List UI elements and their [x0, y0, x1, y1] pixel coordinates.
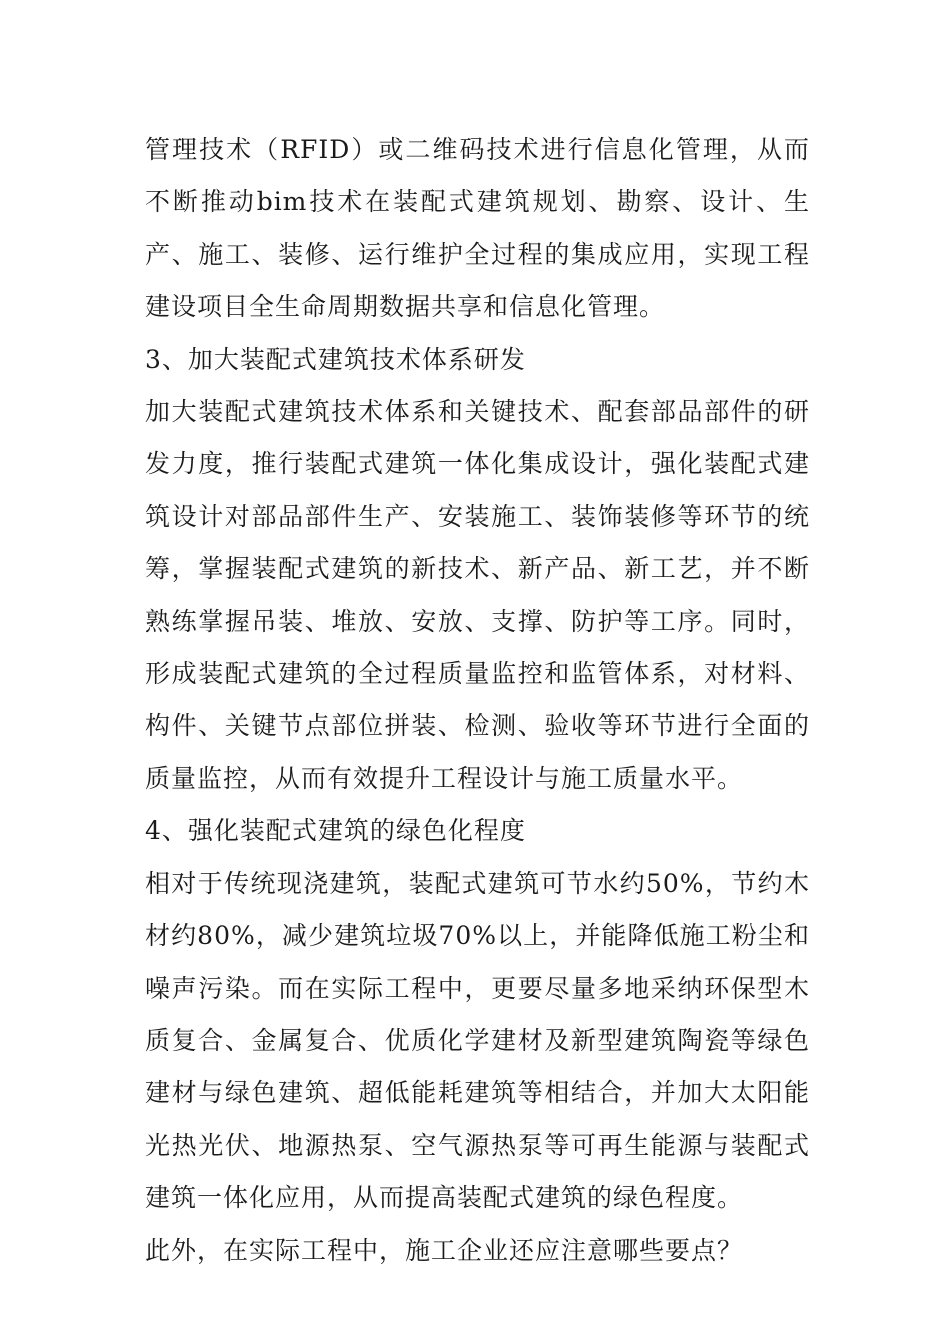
heading-section-4: 4、强化装配式建筑的绿色化程度: [145, 816, 526, 846]
heading-section-3: 3、加大装配式建筑技术体系研发: [145, 344, 526, 374]
document-page: [145, 124, 810, 1277]
paragraph-rfid-bim: 管理技术（RFID）或二维码技术进行信息化管理，从而不断推动bim技术在装配式建筑规划、勘察、设计、生产、施工、装修、运行维护全过程的集成应用，实现工程建设项目全生命周期数据共享和信息化管理。: [145, 135, 810, 322]
paragraph-green-building: 相对于传统现浇建筑，装配式建筑可节水约50%，节约木材约80%，减少建筑垃圾70%以上，并能降低施工粉尘和噪声污染。而在实际工程中，更要尽量多地采纳环保型木质复合、金属复合、优质化学建材及新型建筑陶瓷等绿色建材与绿色建筑、超低能耗建筑等相结合，并加大太阳能光热光伏、地源热泵、空气源热泵等可再生能源与装配式建筑一体化应用，从而提高装配式建筑的绿色程度。: [145, 868, 810, 1213]
paragraph-technology-research: 加大装配式建筑技术体系和关键技术、配套部品部件的研发力度，推行装配式建筑一体化集成设计，强化装配式建筑设计对部品部件生产、安装施工、装饰装修等环节的统筹，掌握装配式建筑的新技术、新产品、新工艺，并不断熟练掌握吊装、堆放、安放、支撑、防护等工序。同时，形成装配式建筑的全过程质量监控和监管体系，对材料、构件、关键节点部位拼装、检测、验收等环节进行全面的质量监控，从而有效提升工程设计与施工质量水平。: [145, 397, 810, 793]
paragraph-closing-question: 此外，在实际工程中，施工企业还应注意哪些要点？: [145, 1235, 744, 1265]
